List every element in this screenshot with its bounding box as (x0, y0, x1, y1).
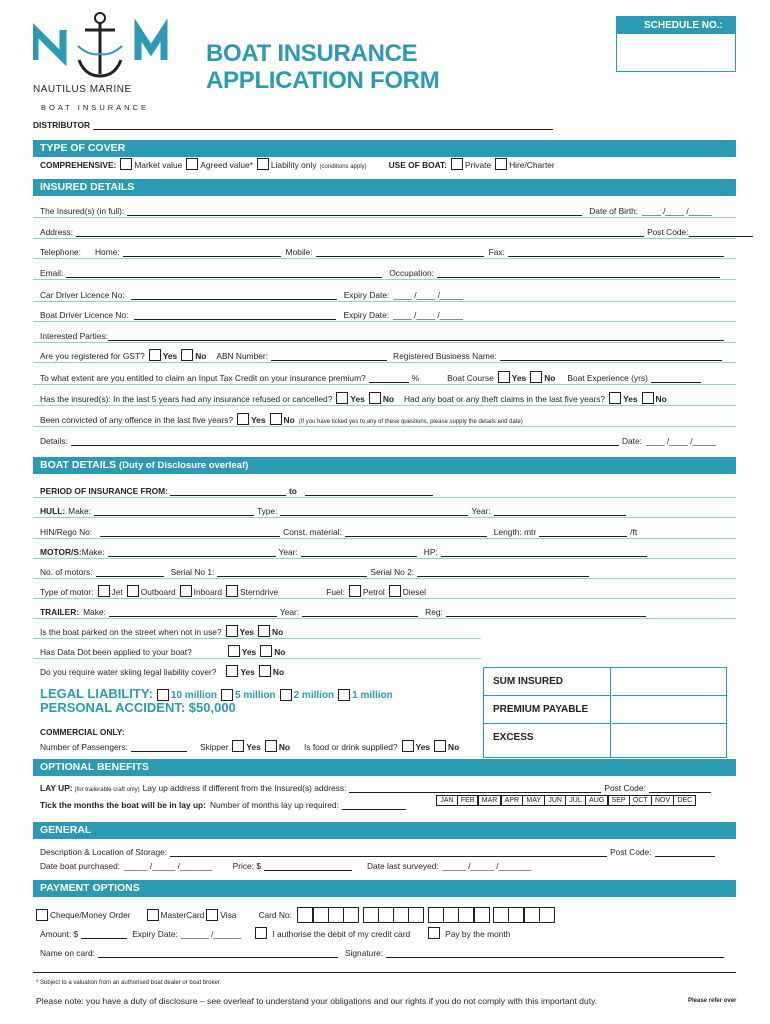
private-label: Private (465, 160, 492, 170)
convicted-label: Been convicted of any offence in the last five years? (40, 415, 234, 425)
itc-field[interactable] (369, 374, 409, 383)
distributor-field[interactable] (93, 121, 553, 130)
serial1-label: Serial No 1: (170, 567, 215, 577)
mobile-field[interactable] (316, 248, 484, 257)
details-label: Details: (40, 436, 68, 446)
month-feb[interactable]: FEB (457, 795, 479, 806)
interested-parties-field[interactable] (108, 332, 724, 341)
liability-note: (conditions apply) (319, 164, 367, 170)
num-motors-field[interactable] (96, 568, 164, 577)
private-checkbox[interactable] (451, 158, 463, 170)
fax-label: Fax: (488, 247, 505, 257)
refused-no-label: No (382, 394, 394, 404)
datadot-no-checkbox[interactable] (260, 645, 272, 657)
passengers-field[interactable] (131, 743, 187, 752)
convicted-yes-label: Yes (251, 415, 266, 425)
address-row (40, 225, 756, 237)
month-aug[interactable]: AUG (585, 795, 608, 806)
skipper-yes-label: Yes (246, 742, 261, 752)
boat-course-label: Boat Course (447, 373, 494, 383)
food-no-checkbox[interactable] (434, 740, 446, 752)
skipper-no-checkbox[interactable] (265, 740, 277, 752)
layup-text: Lay up address if different from the Insured(s) address: (142, 783, 347, 793)
storage-postcode-label: Post Code: (610, 847, 652, 857)
boat-licence-label: Boat Driver Licence No: (40, 310, 129, 320)
car-expiry-field[interactable]: ____ /____ /_____ (393, 290, 464, 300)
email-row (40, 266, 723, 278)
liability-10m-label: 10 million (170, 690, 218, 701)
hull-make-field[interactable] (94, 507, 254, 516)
name-on-card-label: Name on card: (40, 948, 95, 958)
boat-expiry-field[interactable]: ____ /____ /_____ (393, 310, 463, 320)
postcode-field[interactable] (689, 228, 753, 237)
length-label: Length: mtr (493, 527, 537, 537)
month-jan[interactable]: JAN (436, 795, 457, 806)
hire-charter-checkbox[interactable] (495, 158, 507, 170)
trailer-year-label: Year: (279, 607, 300, 617)
refused-no-checkbox[interactable] (369, 392, 381, 404)
purchase-row (40, 859, 531, 871)
motor-type-label: Type of motor: (40, 587, 94, 597)
month-sep[interactable]: SEP (608, 795, 630, 806)
hull-row (40, 504, 629, 516)
skiing-yes-label: Yes (240, 667, 255, 677)
skiing-row (40, 665, 284, 677)
home-label: Home: (94, 247, 120, 257)
excess-label: EXCESS (493, 732, 534, 743)
petrol-label: Petrol (362, 587, 385, 597)
storage-label: Description & Location of Storage: (40, 847, 168, 857)
skiing-label: Do you require water skiing legal liability cover? (40, 667, 217, 677)
anchor-logo-icon (33, 10, 168, 80)
name-on-card-field[interactable] (98, 949, 338, 958)
food-no-label: No (448, 742, 460, 752)
refused-row (40, 392, 667, 404)
personal-accident: PERSONAL ACCIDENT: $50,000 (40, 700, 236, 715)
car-licence-label: Car Driver Licence No: (40, 290, 125, 300)
reg-business-field[interactable] (500, 352, 722, 361)
months-row (40, 798, 409, 810)
parked-no-checkbox[interactable] (258, 625, 270, 637)
hin-label: HIN/Rego No: (40, 527, 93, 537)
num-months-label: Number of months lay up required: (209, 800, 339, 810)
trailer-reg-label: Reg: (425, 607, 443, 617)
brand-subtitle: BOAT INSURANCE (41, 103, 149, 112)
gst-yes-checkbox[interactable] (149, 349, 161, 361)
liability-2m-checkbox[interactable] (280, 689, 292, 701)
amount-row (40, 927, 510, 939)
motor-label: MOTOR/S: (40, 547, 82, 557)
period-to-label: to (288, 486, 297, 496)
parked-yes-checkbox[interactable] (226, 625, 238, 637)
diesel-checkbox[interactable] (389, 585, 401, 597)
hin-field[interactable] (100, 528, 280, 537)
trailer-year-field[interactable] (302, 608, 418, 617)
distributor-label: DISTRIBUTOR (33, 120, 91, 130)
optional-benefits-header: OPTIONAL BENEFITS (33, 759, 736, 776)
datadot-no-label: No (274, 647, 286, 657)
parked-label: Is the boat parked on the street when not in use? (40, 627, 222, 637)
mobile-label: Mobile: (285, 247, 313, 257)
please-refer-over: Please refer over (688, 998, 737, 1004)
liability-1m-checkbox[interactable] (338, 689, 350, 701)
months-label: Tick the months the boat will be in lay up: (40, 800, 206, 810)
market-value-checkbox[interactable] (120, 158, 132, 170)
convicted-no-checkbox[interactable] (270, 413, 282, 425)
agreed-value-label: Agreed value* (200, 160, 253, 170)
jet-label: Jet (111, 587, 123, 597)
datadot-yes-checkbox[interactable] (228, 645, 240, 657)
convicted-note: (If you have ticked yes to any of these questions, please supply the details and date) (298, 419, 523, 425)
motor-make-field[interactable] (108, 548, 276, 557)
datadot-row (40, 645, 285, 657)
petrol-checkbox[interactable] (349, 585, 361, 597)
telephone-label: Telephone: (40, 247, 81, 257)
datadot-label: Has Data Dot been applied to your boat? (40, 647, 192, 657)
reg-business-label: Registered Business Name: (393, 351, 497, 361)
month-oct[interactable]: OCT (629, 795, 652, 806)
insured-name-field[interactable] (127, 207, 582, 216)
signature-row (40, 946, 727, 958)
legal-liability-label: LEGAL LIABILITY: (40, 686, 153, 701)
serial1-field[interactable] (217, 568, 367, 577)
schedule-box[interactable] (616, 16, 736, 72)
hin-row (40, 525, 637, 537)
schedule-label: SCHEDULE NO.: (617, 17, 735, 34)
title-line-2: APPLICATION FORM (206, 67, 440, 94)
commercial-label: COMMERCIAL ONLY: (40, 727, 125, 737)
interested-parties-row (40, 329, 727, 341)
sterndrive-label: Sterndrive (240, 587, 279, 597)
authorise-label: I authorise the debit of my credit card (272, 929, 411, 939)
hull-year-label: Year: (471, 506, 491, 516)
visa-label: Visa (220, 910, 237, 920)
boat-expiry-label: Expiry Date: (343, 310, 390, 320)
type-of-cover-header: TYPE OF COVER (33, 140, 736, 157)
num-motors-row (40, 565, 592, 577)
telephone-row (40, 245, 727, 257)
month-may[interactable]: MAY (522, 795, 545, 806)
visa-checkbox[interactable] (206, 909, 218, 921)
signature-label: Signature: (344, 948, 384, 958)
sum-insured-label: SUM INSURED (484, 668, 610, 696)
mastercard-checkbox[interactable] (147, 909, 159, 921)
title-line-1: BOAT INSURANCE (206, 40, 418, 67)
car-expiry-label: Expiry Date: (343, 290, 390, 300)
signature-field[interactable] (386, 949, 724, 958)
serial2-field[interactable] (417, 568, 589, 577)
motor-make-label: Make: (81, 547, 105, 557)
amount-label: Amount: $ (40, 929, 79, 939)
layup-address-field[interactable] (349, 784, 601, 793)
storage-field[interactable] (170, 848, 607, 857)
refused-label: Has the insured(s): In the last 5 years had any insurance refused or cancelled? (40, 394, 333, 404)
footnote: * Subject to a valuation from an authorised boat dealer or boat broker. (36, 980, 222, 986)
dob-label: Date of Birth: (589, 206, 639, 216)
brand-name: NAUTILUS MARINE (33, 84, 132, 95)
dob-field[interactable]: ____ /____ /_____ (642, 206, 712, 216)
boat-experience-field[interactable] (651, 374, 701, 383)
home-phone-field[interactable] (123, 248, 281, 257)
num-motors-label: No. of motors: (40, 567, 93, 577)
num-months-field[interactable] (342, 801, 406, 810)
comprehensive-label: COMPREHENSIVE: (40, 160, 117, 170)
trailer-reg-field[interactable] (446, 608, 646, 617)
storage-row (40, 845, 718, 857)
pay-by-month-label: Pay by the month (445, 929, 511, 939)
theft-yes-checkbox[interactable] (609, 392, 621, 404)
trailer-label: TRAILER: (40, 607, 80, 617)
mastercard-label: MasterCard (160, 910, 205, 920)
trailer-make-label: Make: (83, 607, 106, 617)
month-mar[interactable]: MAR (478, 795, 502, 806)
sum-insured-field[interactable] (612, 668, 726, 696)
skipper-no-label: No (278, 742, 291, 752)
refused-yes-label: Yes (350, 394, 365, 404)
liability-2m-label: 2 million (293, 690, 335, 701)
boat-details-header: BOAT DETAILS (Duty of Disclosure overleaf) (33, 457, 736, 474)
jet-checkbox[interactable] (98, 585, 110, 597)
excess-field[interactable] (612, 724, 726, 757)
authorise-checkbox[interactable] (255, 927, 267, 939)
period-row (40, 484, 436, 496)
premium-payable-field[interactable] (612, 696, 726, 724)
parked-yes-label: Yes (239, 627, 255, 637)
insured-name-row (40, 204, 712, 216)
boat-licence-row (40, 308, 463, 320)
period-from-field[interactable] (170, 487, 286, 496)
skipper-yes-checkbox[interactable] (232, 740, 244, 752)
details-date-field[interactable]: ____ /____ /_____ (645, 436, 716, 446)
card-number-boxes[interactable] (294, 907, 555, 923)
course-no-checkbox[interactable] (530, 371, 542, 383)
refused-yes-checkbox[interactable] (336, 392, 348, 404)
legal-liability-row (40, 686, 393, 701)
car-licence-row (40, 288, 463, 300)
outboard-label: Outboard (140, 587, 176, 597)
cover-row (40, 158, 555, 170)
premium-table (483, 667, 727, 758)
food-label: Is food or drink supplied? (304, 742, 398, 752)
theft-no-label: No (655, 394, 667, 404)
gst-no-checkbox[interactable] (181, 349, 193, 361)
construct-field[interactable] (345, 528, 487, 537)
itc-row (40, 371, 704, 383)
inboard-label: Inboard (193, 587, 223, 597)
period-to-field[interactable] (305, 487, 433, 496)
parked-row (40, 625, 283, 637)
itc-label: To what extent are you entitled to claim an Input Tax Credit on your insurance premium? (40, 373, 366, 383)
food-yes-label: Yes (415, 742, 431, 752)
convicted-no-label: No (283, 415, 295, 425)
boat-licence-field[interactable] (134, 311, 336, 320)
payment-options-header: PAYMENT OPTIONS (33, 880, 736, 897)
distributor-row (33, 118, 556, 130)
details-field[interactable] (71, 437, 619, 446)
liability-1m-label: 1 million (352, 690, 393, 701)
purchased-field[interactable]: _____ /_____ /_______ (124, 861, 213, 871)
pay-by-month-checkbox[interactable] (428, 927, 440, 939)
layup-postcode-field[interactable] (649, 784, 711, 793)
layup-row (40, 781, 714, 793)
hull-type-label: Type: (256, 506, 278, 516)
course-yes-checkbox[interactable] (498, 371, 510, 383)
hire-charter-label: Hire/Charter (509, 160, 555, 170)
surveyed-label: Date last surveyed: (367, 861, 439, 871)
itc-suffix: % (411, 373, 420, 383)
page-title (206, 40, 439, 94)
convicted-yes-checkbox[interactable] (237, 413, 249, 425)
trailer-row (40, 605, 649, 617)
datadot-yes-label: Yes (241, 647, 257, 657)
sterndrive-checkbox[interactable] (226, 585, 238, 597)
month-jul[interactable]: JUL (565, 795, 585, 806)
skiing-yes-checkbox[interactable] (226, 665, 238, 677)
motor-type-row (40, 585, 426, 597)
details-row (40, 434, 716, 446)
hull-year-field[interactable] (494, 507, 626, 516)
hull-type-field[interactable] (280, 507, 468, 516)
abn-field[interactable] (271, 352, 387, 361)
food-yes-checkbox[interactable] (402, 740, 414, 752)
inboard-checkbox[interactable] (180, 585, 192, 597)
price-field[interactable] (264, 862, 352, 871)
skiing-no-checkbox[interactable] (259, 665, 271, 677)
fuel-label: Fuel: (326, 587, 345, 597)
hp-label: HP: (423, 547, 438, 557)
price-label: Price: $ (232, 861, 261, 871)
layup-note: (for trailerable craft only) (74, 787, 140, 793)
month-nov[interactable]: NOV (651, 795, 674, 806)
insured-label: The Insured(s) (in full): (40, 206, 125, 216)
months-grid (437, 795, 696, 806)
construct-label: Const. material: (283, 527, 342, 537)
liability-5m-label: 5 million (235, 690, 276, 701)
agreed-value-checkbox[interactable] (186, 158, 198, 170)
course-yes-label: Yes (511, 373, 527, 383)
interested-parties-label: Interested Parties: (40, 331, 108, 341)
card-expiry-field[interactable]: ______ /______ (180, 929, 242, 939)
length-field[interactable] (539, 528, 627, 537)
gst-label: Are you registered for GST? (40, 351, 145, 361)
email-field[interactable] (66, 269, 382, 278)
hp-field[interactable] (441, 548, 647, 557)
motor-year-field[interactable] (301, 548, 417, 557)
ft-label: /ft (630, 527, 638, 537)
address-label: Address: (40, 227, 74, 237)
motor-year-label: Year: (278, 547, 298, 557)
layup-label: LAY UP: (40, 783, 73, 793)
use-of-boat-label: USE OF BOAT: (388, 160, 448, 170)
purchased-label: Date boat purchased: (40, 861, 121, 871)
course-no-label: No (544, 373, 556, 383)
car-licence-field[interactable] (131, 291, 337, 300)
skipper-label: Skipper (199, 742, 229, 752)
motor-row (40, 545, 650, 557)
gst-row (40, 349, 725, 361)
fax-field[interactable] (508, 248, 724, 257)
market-value-label: Market value (134, 160, 183, 170)
month-dec[interactable]: DEC (673, 795, 696, 806)
premium-payable-label: PREMIUM PAYABLE (484, 696, 610, 724)
occupation-label: Occupation: (389, 268, 434, 278)
skiing-no-label: No (272, 667, 285, 677)
cheque-checkbox[interactable] (36, 909, 48, 921)
logo (33, 10, 168, 112)
theft-yes-label: Yes (623, 394, 638, 404)
occupation-field[interactable] (437, 269, 720, 278)
serial2-label: Serial No 2: (370, 567, 415, 577)
surveyed-field[interactable]: _____ /_____ /_______ (442, 861, 532, 871)
email-label: Email: (40, 268, 64, 278)
address-field[interactable] (76, 228, 644, 237)
hull-label: HULL: (40, 506, 66, 516)
trailer-make-field[interactable] (109, 608, 277, 617)
abn-label: ABN Number: (216, 351, 269, 361)
details-date-label: Date: (621, 436, 642, 446)
convicted-row (40, 413, 523, 425)
insured-details-header: INSURED DETAILS (33, 179, 736, 196)
liability-only-checkbox[interactable] (257, 158, 269, 170)
hull-make-label: Make: (68, 506, 91, 516)
postcode-label: Post Code: (647, 227, 689, 237)
month-jun[interactable]: JUN (544, 795, 566, 806)
theft-no-checkbox[interactable] (642, 392, 654, 404)
general-header: GENERAL (33, 822, 736, 839)
liability-only-label: Liability only (270, 160, 317, 170)
card-number-label: Card No: (258, 910, 292, 920)
storage-postcode-field[interactable] (655, 848, 715, 857)
outboard-checkbox[interactable] (127, 585, 139, 597)
cheque-label: Cheque/Money Order (50, 910, 131, 920)
layup-postcode-label: Post Code: (604, 783, 646, 793)
gst-yes-label: Yes (162, 351, 178, 361)
disclosure-note: Please note: you have a duty of disclosure – see overleaf to understand your obligations and our rights if you do not comply with this important duty. (36, 996, 598, 1006)
month-apr[interactable]: APR (501, 795, 523, 806)
theft-label: Had any boat or any theft claims in the last five years? (403, 394, 606, 404)
card-expiry-label: Expiry Date: (132, 929, 178, 939)
parked-no-label: No (272, 627, 284, 637)
amount-field[interactable] (81, 930, 127, 939)
passengers-label: Number of Passengers: (40, 742, 128, 752)
boat-experience-label: Boat Experience (yrs) (567, 373, 648, 383)
gst-no-label: No (195, 351, 207, 361)
diesel-label: Diesel (402, 587, 427, 597)
period-label: PERIOD OF INSURANCE FROM: (40, 486, 168, 496)
payment-method-row (36, 907, 555, 923)
commercial-row (40, 740, 459, 752)
